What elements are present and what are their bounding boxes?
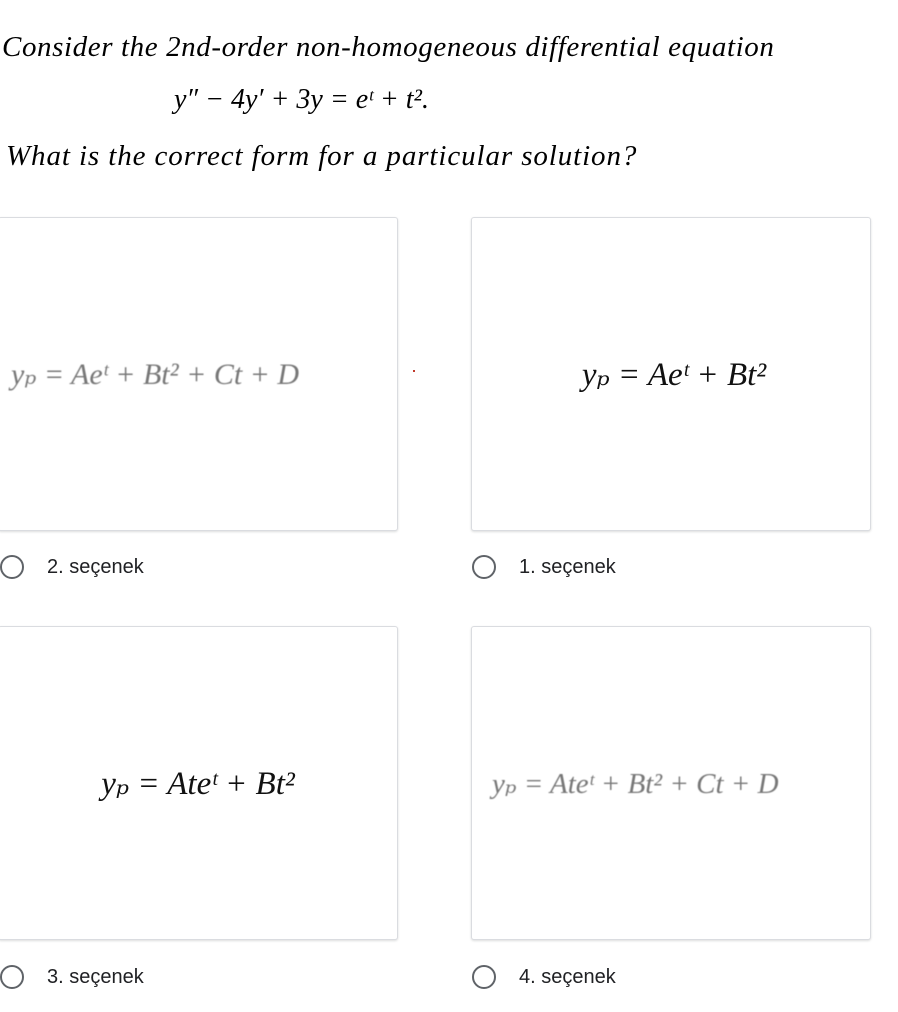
option-label: 3. seçenek bbox=[47, 965, 144, 988]
differential-equation: y″ − 4y′ + 3y = eᵗ + t². bbox=[174, 84, 429, 115]
option-formula-image: yₚ = Ateᵗ + Bt² + Ct + D bbox=[492, 767, 779, 800]
option-card-4[interactable] bbox=[471, 626, 871, 940]
stray-mark bbox=[413, 370, 415, 372]
option-label: 2. seçenek bbox=[47, 555, 144, 578]
question-prompt-text: What is the correct form for a particular solution? bbox=[6, 140, 638, 172]
option-radio-row-3[interactable] bbox=[0, 962, 144, 992]
option-radio-row-2[interactable] bbox=[0, 552, 144, 582]
radio-button[interactable] bbox=[0, 965, 24, 989]
option-card-2[interactable] bbox=[0, 217, 398, 531]
radio-button[interactable] bbox=[0, 555, 24, 579]
option-card-3[interactable] bbox=[0, 626, 398, 940]
option-formula-image: yₚ = Ateᵗ + Bt² bbox=[101, 766, 295, 802]
option-label: 1. seçenek bbox=[519, 555, 616, 578]
option-card-1[interactable] bbox=[471, 217, 871, 531]
option-label: 4. seçenek bbox=[519, 965, 616, 988]
radio-button[interactable] bbox=[472, 965, 496, 989]
option-radio-row-4[interactable] bbox=[472, 962, 616, 992]
option-formula-image: yₚ = Aeᵗ + Bt² bbox=[581, 357, 767, 393]
radio-button[interactable] bbox=[472, 555, 496, 579]
option-formula-image: yₚ = Aeᵗ + Bt² + Ct + D bbox=[11, 357, 300, 391]
question-block bbox=[0, 0, 898, 200]
question-intro-text: Consider the 2nd-order non-homogeneous differential equation bbox=[2, 31, 775, 63]
option-radio-row-1[interactable] bbox=[472, 552, 616, 582]
